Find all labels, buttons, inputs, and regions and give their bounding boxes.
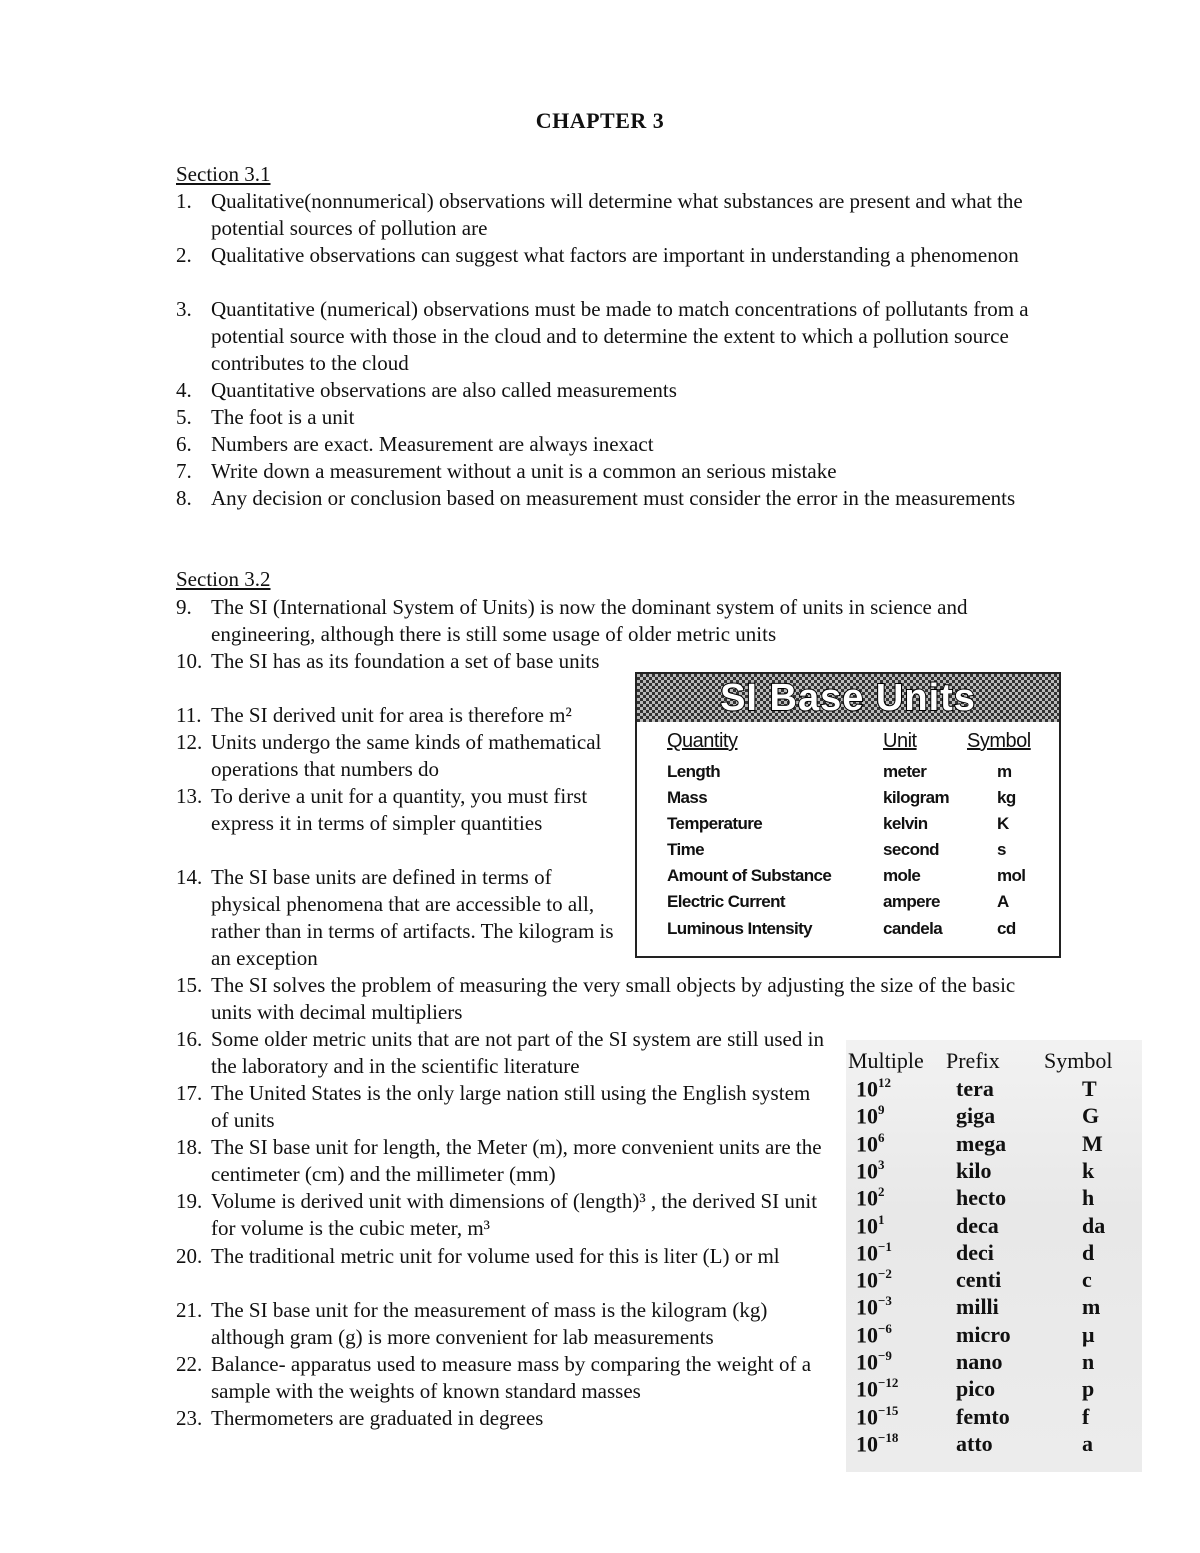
prefix-multiple-cell xyxy=(856,1076,891,1102)
prefix-symbol-cell: p xyxy=(1082,1376,1095,1401)
prefix-multiple-cell xyxy=(856,1158,885,1184)
prefix-multiple-cell xyxy=(856,1322,892,1348)
si-unit-cell: mole xyxy=(883,866,921,885)
item-number: 20. xyxy=(176,1244,203,1268)
multiple-base: 10 xyxy=(856,1103,878,1129)
prefix-symbol-cell: μ xyxy=(1082,1322,1095,1347)
multiple-base: 10 xyxy=(856,1131,878,1157)
item-number: 16. xyxy=(176,1027,203,1051)
multiple-base: 10 xyxy=(856,1431,878,1457)
item-text: The SI base unit for the measurement of mass is the kilogram (kg) although gram (g) is more convenient for lab measurements xyxy=(211,1298,768,1349)
si-quantity-cell: Mass xyxy=(667,788,708,807)
item-number: 23. xyxy=(176,1406,203,1430)
item-text: The SI derived unit for area is therefore m² xyxy=(211,703,572,727)
prefix-symbol-cell: d xyxy=(1082,1240,1095,1265)
si-symbol-cell: s xyxy=(997,840,1006,859)
section-heading-3-2: Section 3.2 xyxy=(176,567,271,591)
multiple-exponent: −1 xyxy=(878,1239,892,1254)
item-number: 22. xyxy=(176,1352,203,1376)
item-number: 1. xyxy=(176,189,192,213)
item-text: Thermometers are graduated in degrees xyxy=(211,1406,544,1430)
prefix-symbol-cell: T xyxy=(1082,1076,1097,1101)
prefix-name-cell: milli xyxy=(956,1294,999,1319)
item-number: 12. xyxy=(176,730,203,754)
prefix-symbol-cell: da xyxy=(1082,1213,1106,1238)
prefix-name-cell: mega xyxy=(956,1131,1007,1156)
si-symbol-cell: m xyxy=(997,762,1012,781)
prefix-name-cell: hecto xyxy=(956,1185,1007,1210)
si-quantity-cell: Electric Current xyxy=(667,892,785,911)
prefix-symbol-cell: n xyxy=(1082,1349,1095,1374)
item-number: 5. xyxy=(176,405,192,429)
prefix-name-cell: micro xyxy=(956,1322,1011,1347)
item-text: The SI (International System of Units) is now the dominant system of units in science and engineering, although there is still some usage of older metric units xyxy=(211,595,968,646)
item-number: 19. xyxy=(176,1189,203,1213)
multiple-base: 10 xyxy=(856,1294,878,1320)
prefix-header-multiple: Multiple xyxy=(848,1048,924,1073)
item-text: The traditional metric unit for volume used for this is liter (L) or ml xyxy=(211,1244,780,1268)
item-text: Balance- apparatus used to measure mass by comparing the weight of a sample with the weights of known standard masses xyxy=(211,1352,812,1403)
prefix-multiple-cell xyxy=(856,1404,898,1430)
multiple-exponent: −3 xyxy=(878,1293,892,1308)
item-number: 4. xyxy=(176,378,192,402)
item-text: The SI has as its foundation a set of base units xyxy=(211,649,600,673)
item-text: Any decision or conclusion based on measurement must consider the error in the measurements xyxy=(211,486,1016,510)
prefix-name-cell: tera xyxy=(956,1076,994,1101)
prefix-symbol-cell: m xyxy=(1082,1294,1101,1319)
multiple-base: 10 xyxy=(856,1240,878,1266)
item-text: Quantitative observations are also called measurements xyxy=(211,378,677,402)
prefix-symbol-cell: k xyxy=(1082,1158,1095,1183)
item-number: 14. xyxy=(176,865,203,889)
prefix-name-cell: deca xyxy=(956,1213,999,1238)
prefix-symbol-cell: a xyxy=(1082,1431,1093,1456)
si-quantity-cell: Time xyxy=(667,840,704,859)
si-title: SI Base Units xyxy=(720,677,976,719)
prefix-name-cell: pico xyxy=(956,1376,996,1401)
multiple-exponent: 9 xyxy=(878,1102,885,1117)
prefix-multiple-cell xyxy=(856,1376,898,1402)
prefix-multiple-cell xyxy=(856,1185,885,1211)
metric-prefix-figure xyxy=(846,1040,1142,1472)
prefix-name-cell: giga xyxy=(956,1103,996,1128)
si-unit-cell: second xyxy=(883,840,939,859)
si-unit-cell: kilogram xyxy=(883,788,950,807)
multiple-exponent: 6 xyxy=(878,1130,885,1145)
si-symbol-cell: kg xyxy=(997,788,1016,807)
prefix-symbol-cell: f xyxy=(1082,1404,1090,1429)
item-text: To derive a unit for a quantity, you must first express it in terms of simpler quantities xyxy=(211,784,588,835)
multiple-exponent: 2 xyxy=(878,1184,885,1199)
si-quantity-cell: Length xyxy=(667,762,721,781)
si-header-quantity: Quantity xyxy=(667,730,738,752)
prefix-symbol-cell: G xyxy=(1082,1103,1100,1128)
multiple-exponent: −15 xyxy=(878,1403,899,1418)
si-base-units-figure xyxy=(635,672,1061,958)
si-unit-cell: candela xyxy=(883,919,943,938)
prefix-header-prefix: Prefix xyxy=(946,1048,1000,1073)
si-symbol-cell: A xyxy=(997,892,1009,911)
item-number: 13. xyxy=(176,784,203,808)
prefix-multiple-cell xyxy=(856,1103,885,1129)
prefix-name-cell: kilo xyxy=(956,1158,992,1183)
multiple-base: 10 xyxy=(856,1185,878,1211)
item-text: The SI solves the problem of measuring the very small objects by adjusting the size of the basic units with decimal multipliers xyxy=(211,973,1016,1024)
prefix-name-cell: nano xyxy=(956,1349,1003,1374)
multiple-exponent: −2 xyxy=(878,1266,892,1281)
multiple-base: 10 xyxy=(856,1267,878,1293)
multiple-base: 10 xyxy=(856,1322,878,1348)
prefix-symbol-cell: h xyxy=(1082,1185,1095,1210)
multiple-exponent: 1 xyxy=(878,1212,885,1227)
item-number: 9. xyxy=(176,595,192,619)
item-text: Quantitative (numerical) observations must be made to match concentrations of pollutants from a potential source with those in the cloud and to determine the extent to which a pollution source contributes to the cloud xyxy=(211,297,1029,375)
prefix-multiple-cell xyxy=(856,1349,892,1375)
prefix-multiple-cell xyxy=(856,1213,885,1239)
chapter-title: CHAPTER 3 xyxy=(535,108,665,133)
item-text: Numbers are exact. Measurement are always inexact xyxy=(211,432,654,456)
prefix-multiple-cell xyxy=(856,1131,885,1157)
section-heading-3-1: Section 3.1 xyxy=(176,162,271,186)
item-number: 6. xyxy=(176,432,192,456)
si-unit-cell: meter xyxy=(883,762,927,781)
item-text: Units undergo the same kinds of mathematical operations that numbers do xyxy=(211,730,602,781)
item-number: 15. xyxy=(176,973,203,997)
prefix-symbol-cell: M xyxy=(1082,1131,1103,1156)
multiple-exponent: −12 xyxy=(878,1375,899,1390)
prefix-name-cell: atto xyxy=(956,1431,993,1456)
item-text: The SI base unit for length, the Meter (m), more convenient units are the centimeter (cm) and the millimeter (mm) xyxy=(211,1135,822,1186)
item-text: The foot is a unit xyxy=(211,405,355,429)
si-quantity-cell: Temperature xyxy=(667,814,763,833)
si-symbol-cell: mol xyxy=(997,866,1026,885)
prefix-header-symbol: Symbol xyxy=(1044,1048,1113,1073)
item-number: 7. xyxy=(176,459,192,483)
prefix-multiple-cell xyxy=(856,1267,892,1293)
prefix-symbol-cell: c xyxy=(1082,1267,1092,1292)
prefix-name-cell: centi xyxy=(956,1267,1002,1292)
item-number: 10. xyxy=(176,649,203,673)
multiple-exponent: 12 xyxy=(878,1075,891,1090)
si-header-symbol: Symbol xyxy=(967,730,1031,752)
si-quantity-cell: Amount of Substance xyxy=(667,866,832,885)
item-number: 2. xyxy=(176,243,192,267)
item-number: 11. xyxy=(176,703,202,727)
prefix-name-cell: deci xyxy=(956,1240,994,1265)
item-number: 18. xyxy=(176,1135,203,1159)
item-text: Some older metric units that are not part of the SI system are still used in the laboratory and in the scientific literature xyxy=(211,1027,824,1078)
item-text: Write down a measurement without a unit is a common an serious mistake xyxy=(211,459,837,483)
item-text: The United States is the only large nation still using the English system of units xyxy=(211,1081,811,1132)
item-number: 17. xyxy=(176,1081,203,1105)
multiple-exponent: −6 xyxy=(878,1321,892,1336)
multiple-base: 10 xyxy=(856,1213,878,1239)
si-unit-cell: kelvin xyxy=(883,814,928,833)
si-title-banner xyxy=(637,674,1059,722)
item-text: Volume is derived unit with dimensions of (length)³ , the derived SI unit for volume is the cubic meter, m³ xyxy=(211,1189,818,1240)
si-header-unit: Unit xyxy=(883,730,917,752)
multiple-base: 10 xyxy=(856,1076,878,1102)
multiple-base: 10 xyxy=(856,1349,878,1375)
prefix-multiple-cell xyxy=(856,1431,898,1457)
item-number: 3. xyxy=(176,297,192,321)
item-text: The SI base units are defined in terms of physical phenomena that are accessible to all, rather than in terms of artifacts. The kilogram is an exception xyxy=(211,865,614,970)
si-quantity-cell: Luminous Intensity xyxy=(667,919,813,938)
item-number: 21. xyxy=(176,1298,203,1322)
item-number: 8. xyxy=(176,486,192,510)
item-text: Qualitative observations can suggest what factors are important in understanding a phenomenon xyxy=(211,243,1019,267)
prefix-multiple-cell xyxy=(856,1294,892,1320)
si-symbol-cell: cd xyxy=(997,919,1016,938)
si-unit-cell: ampere xyxy=(883,892,940,911)
prefix-name-cell: femto xyxy=(956,1404,1010,1429)
prefix-multiple-cell xyxy=(856,1240,892,1266)
multiple-exponent: 3 xyxy=(878,1157,885,1172)
item-text: Qualitative(nonnumerical) observations will determine what substances are present and what the potential sources of pollution are xyxy=(211,189,1023,240)
multiple-exponent: −18 xyxy=(878,1430,899,1445)
si-symbol-cell: K xyxy=(997,814,1009,833)
multiple-exponent: −9 xyxy=(878,1348,892,1363)
multiple-base: 10 xyxy=(856,1404,878,1430)
multiple-base: 10 xyxy=(856,1158,878,1184)
multiple-base: 10 xyxy=(856,1376,878,1402)
